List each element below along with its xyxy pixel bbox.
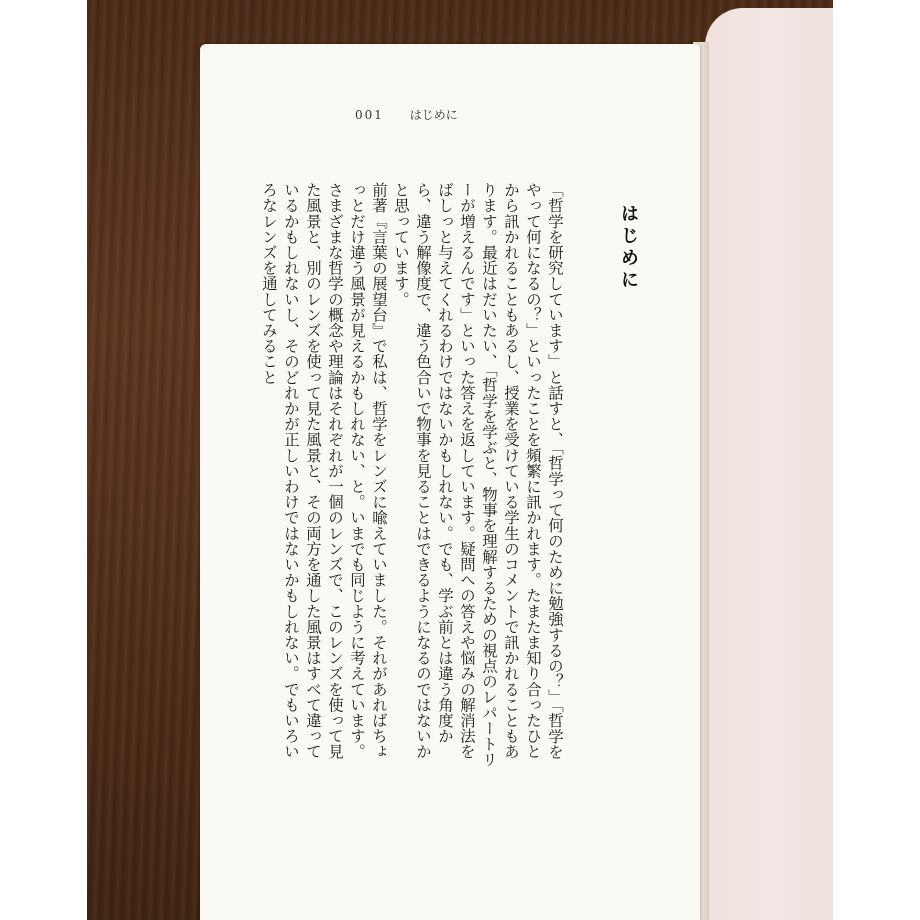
book-page bbox=[200, 44, 700, 920]
facing-page bbox=[705, 8, 833, 920]
chapter-title: はじめに bbox=[618, 204, 639, 292]
page-number: 001 bbox=[355, 108, 384, 122]
running-title: はじめに bbox=[409, 108, 458, 122]
paragraph: 「哲学を研究しています」と話すと、「哲学って何のために勉強するの？」「哲学をやって何になるの？」といったことを頻繁に訊かれます。たまたま知り合ったひとから訊かれることもあるし、授業を受けている学生のコメントで訊かれることもあります。最近はだいたい、「哲学を学ぶと、物事を理解するための視点のレパートリーが増えるんです」といった答えを返しています。疑問への答えや悩みの解消法をばしっと与えてくれるわけではないかもしれない。でも、学ぶ前とは違う角度から、違う解像度で、違う色合いで物事を見ることはできるようになるのではないかと思っています。 bbox=[392, 182, 564, 768]
running-header bbox=[355, 106, 458, 123]
paragraph: 前著『言葉の展望台』で私は、哲学をレンズに喩えていました。それがあればちょっとだけ違う風景が見えるかもしれない、と。いまでも同じように考えています。さまざまな哲学の概念や理論はそれぞれが一個のレンズで、このレンズを使って見た風景と、別のレンズを使って見た風景と、その両方を通した風景はすべて違っているかもしれないし、そのどれかが正しいわけではないかもしれない。でもいろいろなレンズを通してみること bbox=[260, 182, 388, 760]
body-text bbox=[260, 182, 566, 772]
wooden-table-background bbox=[87, 0, 833, 920]
